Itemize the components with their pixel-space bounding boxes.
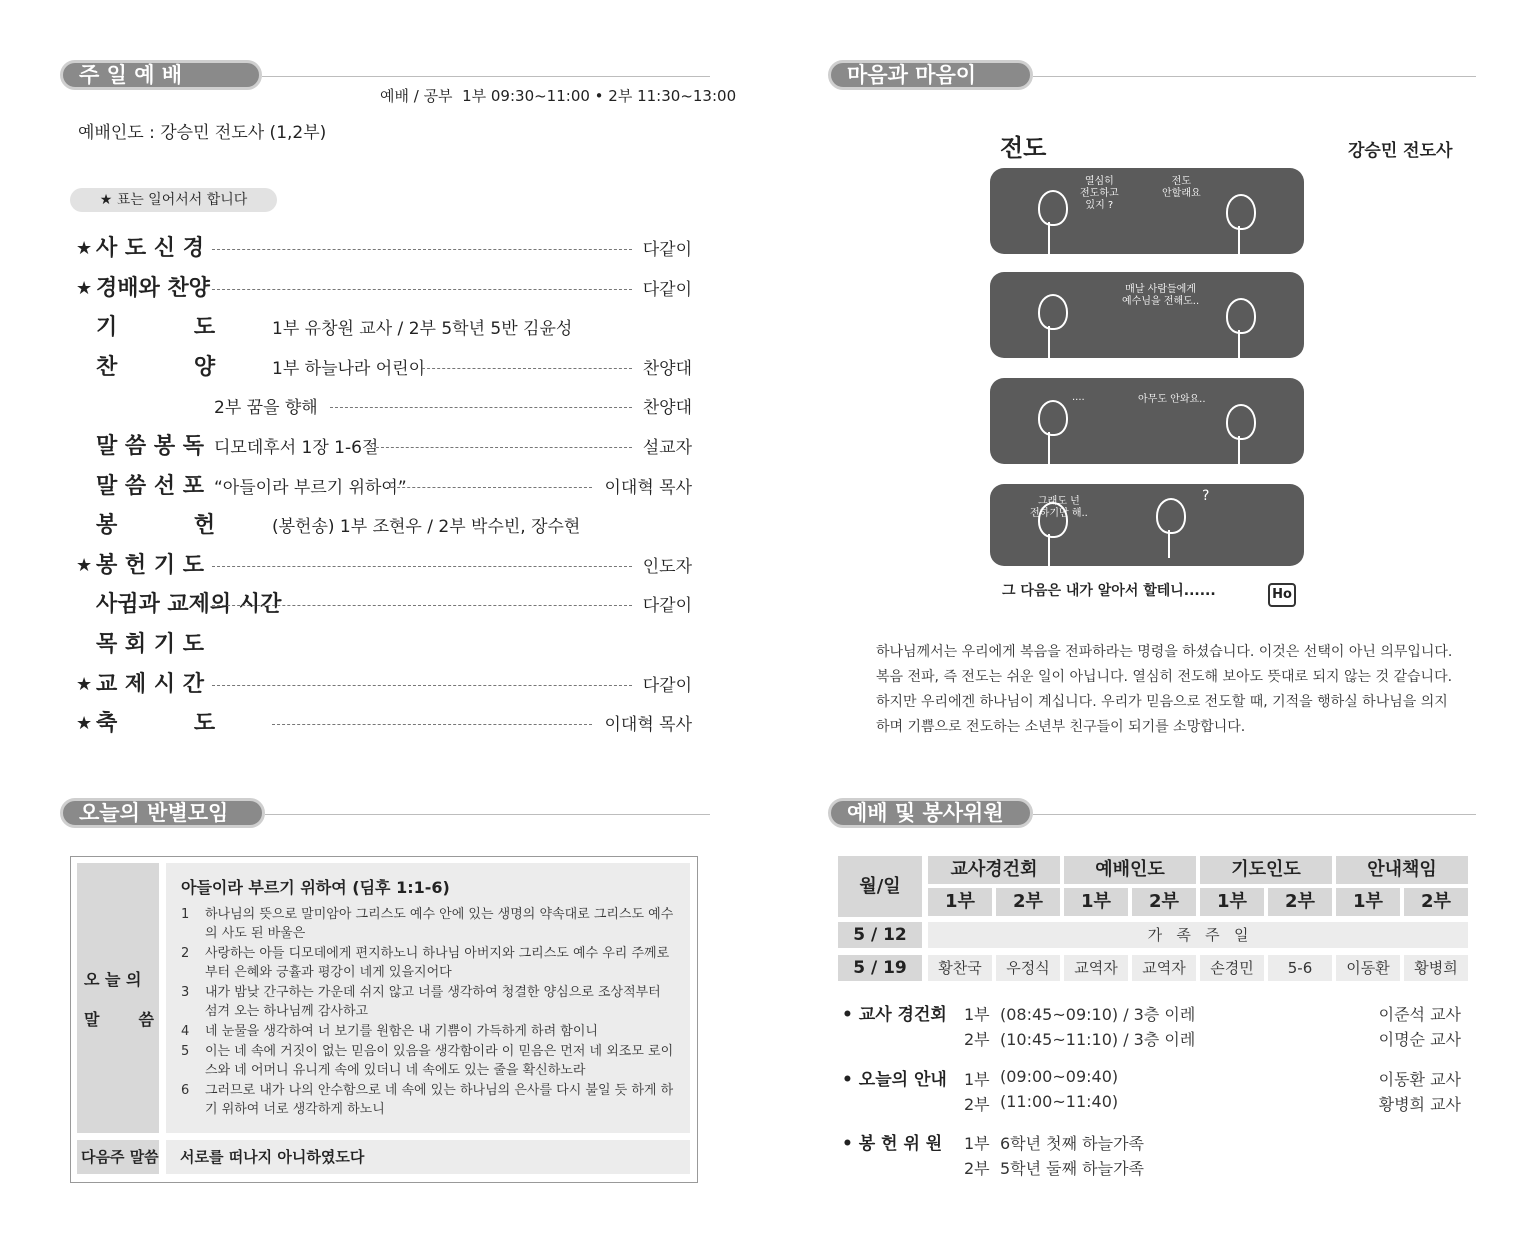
gathering-section-title: 오늘의 반별모임	[79, 801, 229, 825]
worship-item-text: 디모데후서 1장 1-6절	[214, 438, 379, 458]
announcement-label: • 교사 경건회	[842, 1005, 947, 1025]
worship-item-text: 1부 하늘나라 어린이	[272, 358, 425, 379]
speech-right: ?	[1202, 488, 1210, 504]
figure-body	[1048, 432, 1050, 466]
worship-item-text: (봉헌송) 1부 조현우 / 2부 박수빈, 장수현	[272, 517, 581, 538]
announcement-part: 1부	[964, 1005, 990, 1024]
table-cell: 교역자	[1064, 955, 1128, 981]
announcement-part: 2부	[964, 1095, 990, 1114]
word-label-cell	[77, 863, 159, 1133]
leader-dots	[330, 407, 633, 408]
worship-row	[76, 432, 696, 462]
paragraph-line: 하지만 우리에겐 하나님이 계십니다. 우리가 믿음으로 전도할 때, 기적을 행하실 하나님을 의지	[876, 694, 1448, 710]
cartoon-panel	[990, 484, 1304, 566]
worship-leader: 예배인도 : 강승민 전도사 (1,2부)	[78, 123, 327, 143]
announcement-label: • 오늘의 안내	[842, 1070, 947, 1090]
announcement-person: 황병희 교사	[1378, 1095, 1461, 1114]
announcement-person: 이명순 교사	[1378, 1030, 1461, 1049]
worship-item-label: 기 도	[96, 315, 216, 341]
part-header: 1부	[928, 888, 992, 916]
verse-row	[181, 1022, 676, 1041]
figure-head	[1226, 194, 1256, 230]
table-cell: 5-6	[1268, 955, 1332, 981]
worship-item-text: 2부 꿈을 향해	[214, 398, 318, 419]
announcement-detail: 6학년 첫째 하늘가족	[1000, 1134, 1144, 1153]
worship-item-label: 경배와 찬양	[96, 275, 210, 301]
cartoon-caption: 그 다음은 내가 알아서 할테니......	[1002, 583, 1216, 599]
figure-head	[1038, 400, 1068, 436]
date-header: 월/일	[838, 856, 922, 917]
table-cell: 교역자	[1132, 955, 1196, 981]
worship-item-label: 봉 헌	[96, 513, 216, 539]
figure-body	[1238, 330, 1240, 358]
divider	[262, 76, 710, 77]
star-icon: ★	[76, 277, 93, 299]
group-header: 안내책임	[1336, 856, 1468, 884]
staff-section-title: 예배 및 봉사위원	[847, 801, 1004, 825]
worship-row	[76, 590, 696, 620]
figure-head	[1038, 294, 1068, 330]
merged-cell: 가 족 주 일	[928, 922, 1468, 948]
verse-text: 그러므로 내가 나의 안수함으로 네 속에 있는 하나님의 은사를 다시 불일 듯 하게 하기 위하여 너로 생각하게 하노니	[205, 1083, 674, 1117]
worship-row	[76, 274, 696, 304]
worship-row	[76, 313, 696, 343]
worship-item-label: 목 회 기 도	[96, 632, 204, 657]
speech-right: 매날 사람들에게 예수님을 전해도..	[1122, 284, 1200, 307]
verse-row	[181, 983, 676, 1021]
announcement-detail: (09:00~09:40)	[1000, 1067, 1119, 1086]
group-header: 교사경건회	[928, 856, 1060, 884]
part-header: 2부	[1268, 888, 1332, 916]
worship-item-label: 축 도	[96, 711, 216, 737]
part-header: 1부	[1200, 888, 1264, 916]
figure-body	[1168, 530, 1170, 558]
word-label-line1: 오 늘 의	[84, 970, 142, 989]
speech-left: 열심히 전도하고 있지 ?	[1080, 176, 1119, 211]
star-icon: ★	[76, 238, 93, 259]
leader-dots	[376, 447, 633, 448]
leader-dots	[387, 487, 592, 488]
verse-text: 사랑하는 아들 디모데에게 편지하노니 하나님 아버지와 그리스도 예수 우리 주께로부터 은혜와 긍휼과 평강이 네게 있을지어다	[205, 946, 670, 980]
paragraph-line: 하며 기쁨으로 전도하는 소년부 친구들이 되기를 소망합니다.	[876, 719, 1246, 735]
announcement-part: 1부	[964, 1134, 990, 1153]
worship-section-title: 주 일 예 배	[79, 63, 183, 87]
heart-paragraph	[876, 640, 1476, 740]
worship-schedule: 예배 / 공부 1부 09:30~11:00 • 2부 11:30~13:00	[380, 87, 737, 105]
divider	[265, 814, 710, 815]
divider	[1033, 814, 1476, 815]
worship-item-person: 찬양대	[642, 358, 692, 379]
verse-number: 6	[181, 1083, 190, 1098]
speech-left: 그래도 넌 전하기만 해..	[1030, 496, 1088, 519]
cartoon-signature: Ho	[1268, 583, 1296, 607]
part-header: 2부	[1132, 888, 1196, 916]
worship-item-label: 찬 양	[96, 354, 216, 380]
figure-head	[1226, 298, 1256, 334]
leader-dots	[272, 724, 592, 725]
passage-title: 아들이라 부르기 위하여 (딤후 1:1-6)	[181, 878, 450, 897]
star-icon: ★	[76, 713, 93, 735]
worship-row	[76, 353, 696, 383]
leader-dots	[212, 249, 632, 250]
verse-text: 이는 네 속에 거짓이 없는 믿음이 있음을 생각함이라 이 믿음은 먼저 네 외조모 로이스와 네 어머니 유니게 속에 있더니 네 속에도 있는 줄을 확신하노라	[205, 1044, 674, 1078]
worship-item-person: 이대혁 목사	[604, 715, 692, 736]
worship-item-person: 다같이	[642, 596, 692, 617]
verse-number: 4	[181, 1024, 190, 1039]
divider	[1033, 76, 1476, 77]
announcement-part: 1부	[964, 1070, 990, 1089]
announcement-detail: (08:45~09:10) / 3층 이레	[1000, 1005, 1196, 1024]
cartoon-panel	[990, 378, 1304, 464]
cartoon-panel	[990, 168, 1304, 254]
table-cell: 이동환	[1336, 955, 1400, 981]
figure-body	[1238, 436, 1240, 464]
next-text: 서로를 떠나지 아니하였도다	[180, 1148, 365, 1166]
worship-item-label: 봉 헌 기 도	[96, 552, 204, 578]
speech-left: ....	[1072, 392, 1085, 403]
figure-body	[1048, 222, 1050, 256]
table-cell: 우정식	[996, 955, 1060, 981]
staff-section-header	[828, 798, 1033, 828]
worship-row	[76, 551, 696, 581]
announcement-person: 이동환 교사	[1378, 1070, 1461, 1089]
verse-text: 내가 밤낮 간구하는 가운데 쉬지 않고 너를 생각하여 청결한 양심으로 조상적부터 섬겨 오는 하나님께 감사하고	[205, 985, 661, 1019]
leader-dots	[422, 368, 632, 369]
verse-number: 2	[181, 946, 190, 961]
gathering-section-header	[60, 798, 265, 828]
worship-section-header	[60, 60, 262, 90]
cartoon-panel	[990, 272, 1304, 358]
worship-row	[76, 670, 696, 700]
verse-text: 네 눈물을 생각하여 너 보기를 원함은 내 기쁨이 가득하게 하려 함이니	[205, 1024, 598, 1039]
group-header: 예배인도	[1064, 856, 1196, 884]
verse-row	[181, 1081, 676, 1119]
announcement-detail: (11:00~11:40)	[1000, 1092, 1119, 1111]
verse-number: 1	[181, 907, 190, 922]
figure-head	[1156, 498, 1186, 534]
worship-row	[76, 472, 696, 502]
table-cell: 황찬국	[928, 955, 992, 981]
paragraph-line: 하나님께서는 우리에게 복음을 전파하라는 명령을 하셨습니다. 이것은 선택이 아닌 의무입니다.	[876, 644, 1453, 660]
figure-body	[1048, 534, 1050, 568]
worship-item-label: 사귐과 교제의 시간	[96, 592, 282, 618]
worship-item-person: 찬양대	[642, 398, 692, 419]
announcement-part: 2부	[964, 1030, 990, 1049]
cartoon-title: 전도	[1000, 134, 1047, 162]
announcement-detail: (10:45~11:10) / 3층 이레	[1000, 1030, 1196, 1049]
part-header: 2부	[1404, 888, 1468, 916]
standing-note: ★ 표는 일어서서 합니다	[70, 188, 277, 212]
speech-right: 아무도 안와요..	[1138, 394, 1206, 405]
group-header: 기도인도	[1200, 856, 1332, 884]
word-label-line2: 말 씀	[84, 1010, 154, 1029]
leader-dots	[212, 685, 632, 686]
worship-item-text: “아들이라 부르기 위하여”	[214, 477, 407, 498]
worship-item-person: 설교자	[642, 438, 692, 458]
figure-body	[1048, 326, 1050, 360]
worship-row	[76, 709, 696, 739]
table-cell: 손경민	[1200, 955, 1264, 981]
verse-text: 하나님의 뜻으로 말미암아 그리스도 예수 안에 있는 생명의 약속대로 그리스도 예수의 사도 된 바울은	[205, 907, 674, 941]
figure-body	[1238, 226, 1240, 254]
figure-head	[1038, 190, 1068, 226]
part-header: 1부	[1336, 888, 1400, 916]
worship-item-label: 교 제 시 간	[96, 671, 204, 697]
announcement-part: 2부	[964, 1159, 990, 1178]
worship-item-person: 다같이	[642, 279, 692, 300]
announcement-detail: 5학년 둘째 하늘가족	[1000, 1159, 1144, 1178]
row-date: 5 / 12	[838, 922, 922, 948]
part-header: 1부	[1064, 888, 1128, 916]
verse-row	[181, 1042, 676, 1080]
announcement-label: • 봉 헌 위 원	[842, 1134, 943, 1154]
worship-item-person: 다같이	[642, 675, 692, 696]
worship-item-label: 말 씀 봉 독	[96, 434, 204, 459]
worship-item-person: 다같이	[642, 240, 692, 260]
heart-section-title: 마음과 마음이	[847, 63, 977, 87]
worship-item-label: 사 도 신 경	[96, 236, 204, 261]
leader-dots	[212, 605, 632, 606]
worship-item-text: 1부 유창원 교사 / 2부 5학년 5반 김윤성	[272, 319, 573, 340]
row-date: 5 / 19	[838, 955, 922, 981]
speech-right: 전도 안할래요	[1162, 176, 1201, 199]
star-icon: ★	[76, 673, 93, 695]
verse-number: 5	[181, 1044, 190, 1059]
leader-dots	[212, 566, 632, 567]
worship-row	[76, 234, 696, 264]
verse-number: 3	[181, 985, 190, 1000]
verse-row	[181, 905, 676, 943]
table-cell: 황병희	[1404, 955, 1468, 981]
star-icon: ★	[76, 554, 93, 576]
part-header: 2부	[996, 888, 1060, 916]
leader-dots	[212, 289, 632, 290]
worship-item-label: 말 씀 선 포	[96, 473, 204, 499]
worship-row	[76, 511, 696, 541]
next-label: 다음주 말씀	[81, 1148, 159, 1166]
worship-row	[76, 630, 696, 660]
worship-row	[76, 392, 696, 422]
verse-row	[181, 944, 676, 982]
heart-section-header	[828, 60, 1033, 90]
announcement-person: 이준석 교사	[1378, 1005, 1461, 1024]
cartoon-author: 강승민 전도사	[1348, 141, 1453, 161]
figure-head	[1226, 404, 1256, 440]
paragraph-line: 복음 전파, 즉 전도는 쉬운 일이 아닙니다. 열심히 전도해 보아도 뜻대로 되지 않는 것 같습니다.	[876, 669, 1453, 685]
worship-item-person: 이대혁 목사	[604, 477, 692, 498]
worship-item-person: 인도자	[642, 556, 692, 577]
